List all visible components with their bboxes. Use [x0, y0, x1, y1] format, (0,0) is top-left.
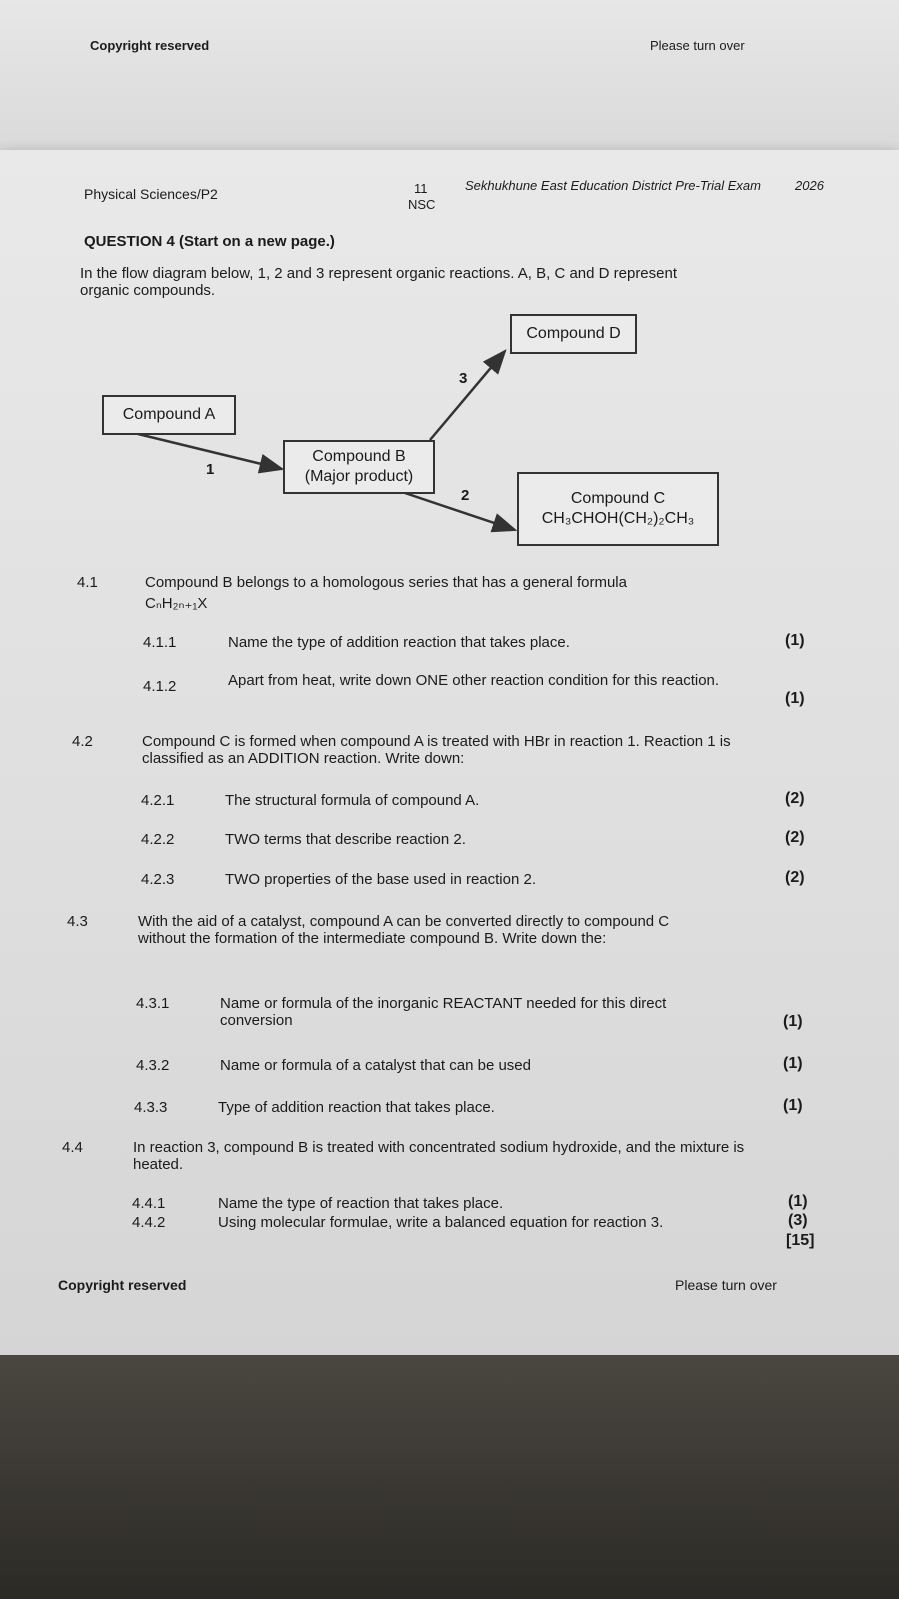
q4-3-1-number: 4.3.1 — [136, 995, 170, 1012]
q4-2-1-mark: (2) — [785, 790, 805, 807]
q4-2-1-number: 4.2.1 — [141, 792, 175, 809]
q4-4-1-text: Name the type of reaction that takes place. — [218, 1195, 504, 1212]
q4-1-2-number: 4.1.2 — [143, 678, 177, 695]
compound-d-box — [510, 314, 637, 354]
q4-2-2-mark: (2) — [785, 829, 805, 846]
q4-1-2-text: Apart from heat, write down ONE other reaction condition for this reaction. — [228, 672, 720, 689]
q4-2-number: 4.2 — [72, 733, 93, 750]
compound-b-note: (Major product) — [304, 468, 414, 485]
q4-4-2-text: Using molecular formulae, write a balanced equation for reaction 3. — [218, 1214, 664, 1231]
q4-3-2-text: Name or formula of a catalyst that can be used — [220, 1057, 531, 1074]
arrow-reaction-3 — [430, 351, 505, 440]
compound-c-label: Compound C — [570, 490, 666, 507]
subject-label: Physical Sciences/P2 — [84, 186, 218, 202]
q4-1-formula: CₙH₂ₙ₊₁X — [145, 595, 208, 612]
nsc-label: NSC — [408, 197, 436, 212]
q4-4-number: 4.4 — [62, 1139, 83, 1156]
q4-2-3-text: TWO properties of the base used in reaction 2. — [225, 871, 536, 888]
q4-2-3-number: 4.2.3 — [141, 871, 175, 888]
q4-2-2-number: 4.2.2 — [141, 831, 175, 848]
q4-3-3-mark: (1) — [783, 1097, 803, 1114]
reaction-1-label: 1 — [206, 461, 215, 478]
q4-2-2-text: TWO terms that describe reaction 2. — [225, 831, 466, 848]
q4-3-1-text: Name or formula of the inorganic REACTANT needed for this direct conversion — [220, 995, 667, 1030]
q4-1-2-mark: (1) — [785, 690, 805, 707]
compound-a-box — [102, 395, 236, 435]
q4-2-text: Compound C is formed when compound A is treated with HBr in reaction 1. Reaction 1 is classified as an ADDITION reaction. Write down: — [142, 733, 731, 768]
compound-d-label: Compound D — [526, 325, 621, 342]
exam-title: Sekhukhune East Education District Pre-Trial Exam — [465, 178, 761, 193]
q4-3-3-text: Type of addition reaction that takes place. — [218, 1099, 495, 1116]
q4-1-number: 4.1 — [77, 574, 98, 591]
footer-turn-over: Please turn over — [675, 1277, 777, 1293]
flow-diagram-arrows — [0, 0, 899, 600]
background-floor — [0, 1355, 899, 1599]
q4-1-1-text: Name the type of addition reaction that takes place. — [228, 634, 570, 651]
q4-4-text: In reaction 3, compound B is treated with concentrated sodium hydroxide, and the mixture is heated. — [133, 1139, 745, 1174]
reaction-2-label: 2 — [461, 487, 470, 504]
q4-3-1-mark: (1) — [783, 1013, 803, 1030]
footer-copyright: Copyright reserved — [58, 1277, 187, 1293]
q4-4-2-number: 4.4.2 — [132, 1214, 166, 1231]
compound-a-label: Compound A — [122, 406, 216, 423]
q4-3-2-number: 4.3.2 — [136, 1057, 170, 1074]
q4-4-1-number: 4.4.1 — [132, 1195, 166, 1212]
q4-2-3-mark: (2) — [785, 869, 805, 886]
prev-turn-over: Please turn over — [650, 38, 745, 53]
compound-c-box — [517, 472, 719, 546]
compound-c-formula: CH₃CHOH(CH₂)₂CH₃ — [541, 510, 695, 527]
q4-2-1-text: The structural formula of compound A. — [225, 792, 480, 809]
question-total: [15] — [786, 1232, 815, 1249]
q4-3-3-number: 4.3.3 — [134, 1099, 168, 1116]
q4-4-1-mark: (1) — [788, 1193, 808, 1210]
compound-b-box — [283, 440, 435, 494]
reaction-3-label: 3 — [459, 370, 468, 387]
q4-4-2-mark: (3) — [788, 1212, 808, 1229]
question-intro: In the flow diagram below, 1, 2 and 3 represent organic reactions. A, B, C and D represent organic compounds. — [80, 265, 678, 300]
exam-year: 2026 — [795, 178, 824, 193]
q4-1-1-mark: (1) — [785, 632, 805, 649]
q4-3-2-mark: (1) — [783, 1055, 803, 1072]
prev-copyright: Copyright reserved — [90, 38, 210, 53]
q4-3-text: With the aid of a catalyst, compound A can be converted directly to compound C without the formation of the intermediate compound B. Write down the: — [138, 913, 670, 948]
question-title: QUESTION 4 (Start on a new page.) — [84, 233, 335, 250]
compound-b-label: Compound B — [312, 448, 406, 465]
q4-3-number: 4.3 — [67, 913, 88, 930]
q4-1-text: Compound B belongs to a homologous series that has a general formula — [145, 574, 627, 591]
q4-1-1-number: 4.1.1 — [143, 634, 177, 651]
arrow-reaction-2 — [402, 492, 515, 530]
page-number: 11 — [414, 181, 428, 196]
